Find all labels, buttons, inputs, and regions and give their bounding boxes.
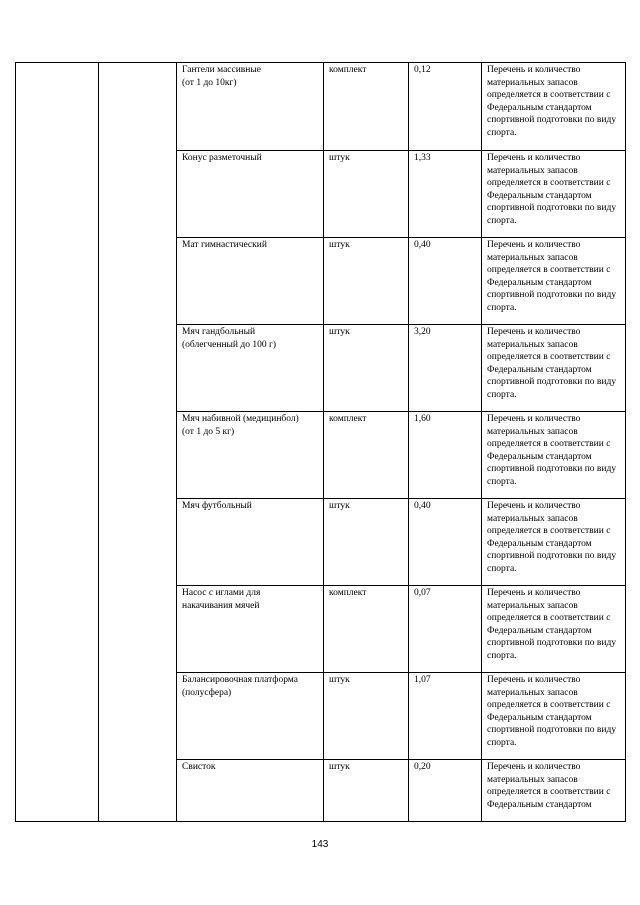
- unit-cell: [324, 63, 409, 151]
- item-name: Насос с иглами для накачивания мячей: [182, 588, 261, 611]
- item-note: Перечень и количество материальных запасов определяется в соответствии с Федеральным стандартом спортивной подготовки по виду спорта.: [487, 240, 617, 313]
- quantity-cell: [409, 673, 482, 760]
- quantity-cell: [409, 760, 482, 822]
- item-quantity: 0,40: [414, 501, 431, 511]
- item-quantity: 3,20: [414, 327, 431, 337]
- quantity-cell: [409, 63, 482, 151]
- quantity-cell: [409, 412, 482, 499]
- item-name-cell: [177, 673, 324, 760]
- unit-cell: [324, 586, 409, 673]
- item-unit: штук: [329, 675, 350, 685]
- item-name-cell: [177, 412, 324, 499]
- unit-cell: [324, 412, 409, 499]
- item-unit: штук: [329, 501, 350, 511]
- note-cell: [482, 151, 626, 238]
- item-name-cell: [177, 151, 324, 238]
- item-note: Перечень и количество материальных запасов определяется в соответствии с Федеральным стандартом спортивной подготовки по виду спорта.: [487, 414, 617, 487]
- unit-cell: [324, 151, 409, 238]
- item-name: Мяч гандбольный (облегченный до 100 г): [182, 327, 277, 350]
- note-cell: [482, 63, 626, 151]
- item-name-cell: [177, 325, 324, 412]
- merged-empty-cell-1: [16, 63, 99, 822]
- item-unit: штук: [329, 240, 350, 250]
- item-unit: штук: [329, 327, 350, 337]
- page-number: 143: [311, 839, 329, 850]
- unit-cell: [324, 238, 409, 325]
- item-quantity: 0,40: [414, 240, 431, 250]
- note-cell: [482, 673, 626, 760]
- item-note: Перечень и количество материальных запасов определяется в соответствии с Федеральным стандартом спортивной подготовки по виду спорта.: [487, 501, 617, 574]
- quantity-cell: [409, 238, 482, 325]
- table-row: [16, 63, 626, 151]
- item-note: Перечень и количество материальных запасов определяется в соответствии с Федеральным стандартом спортивной подготовки по виду спорта.: [487, 327, 617, 400]
- item-unit: комплект: [329, 588, 367, 598]
- quantity-cell: [409, 499, 482, 586]
- note-cell: [482, 499, 626, 586]
- item-note: Перечень и количество материальных запасов определяется в соответствии с Федеральным стандартом спортивной подготовки по виду спорта.: [487, 588, 617, 661]
- item-unit: комплект: [329, 65, 367, 75]
- item-unit: штук: [329, 153, 350, 163]
- item-name: Мяч набивной (медицинбол) (от 1 до 5 кг): [182, 414, 299, 437]
- item-note: Перечень и количество материальных запасов определяется в соответствии с Федеральным стандартом спортивной подготовки по виду спорта.: [487, 153, 617, 226]
- merged-empty-cell-2: [99, 63, 177, 822]
- item-name: Балансировочная платформа (полусфера): [182, 675, 298, 698]
- item-name: Мяч футбольный: [182, 501, 252, 511]
- item-name: Мат гимнастический: [182, 240, 267, 250]
- item-quantity: 1,33: [414, 153, 431, 163]
- item-unit: штук: [329, 762, 350, 772]
- item-name-cell: [177, 586, 324, 673]
- item-quantity: 1,60: [414, 414, 431, 424]
- item-name-cell: [177, 63, 324, 151]
- unit-cell: [324, 499, 409, 586]
- item-name: Гантели массивные (от 1 до 10кг): [182, 65, 261, 88]
- item-name-cell: [177, 238, 324, 325]
- item-note: Перечень и количество материальных запасов определяется в соответствии с Федеральным стандартом: [487, 762, 611, 810]
- item-note: Перечень и количество материальных запасов определяется в соответствии с Федеральным стандартом спортивной подготовки по виду спорта.: [487, 65, 617, 138]
- item-quantity: 0,07: [414, 588, 431, 598]
- item-note: Перечень и количество материальных запасов определяется в соответствии с Федеральным стандартом спортивной подготовки по виду спорта.: [487, 675, 617, 748]
- quantity-cell: [409, 586, 482, 673]
- item-unit: комплект: [329, 414, 367, 424]
- item-name-cell: [177, 499, 324, 586]
- note-cell: [482, 760, 626, 822]
- item-name-cell: [177, 760, 324, 822]
- note-cell: [482, 412, 626, 499]
- note-cell: [482, 586, 626, 673]
- item-quantity: 0,12: [414, 65, 431, 75]
- note-cell: [482, 325, 626, 412]
- materials-table: [15, 62, 626, 822]
- item-quantity: 1,07: [414, 675, 431, 685]
- item-name: Конус разметочный: [182, 153, 262, 163]
- item-quantity: 0,20: [414, 762, 431, 772]
- unit-cell: [324, 673, 409, 760]
- quantity-cell: [409, 325, 482, 412]
- note-cell: [482, 238, 626, 325]
- unit-cell: [324, 325, 409, 412]
- unit-cell: [324, 760, 409, 822]
- quantity-cell: [409, 151, 482, 238]
- item-name: Свисток: [182, 762, 216, 772]
